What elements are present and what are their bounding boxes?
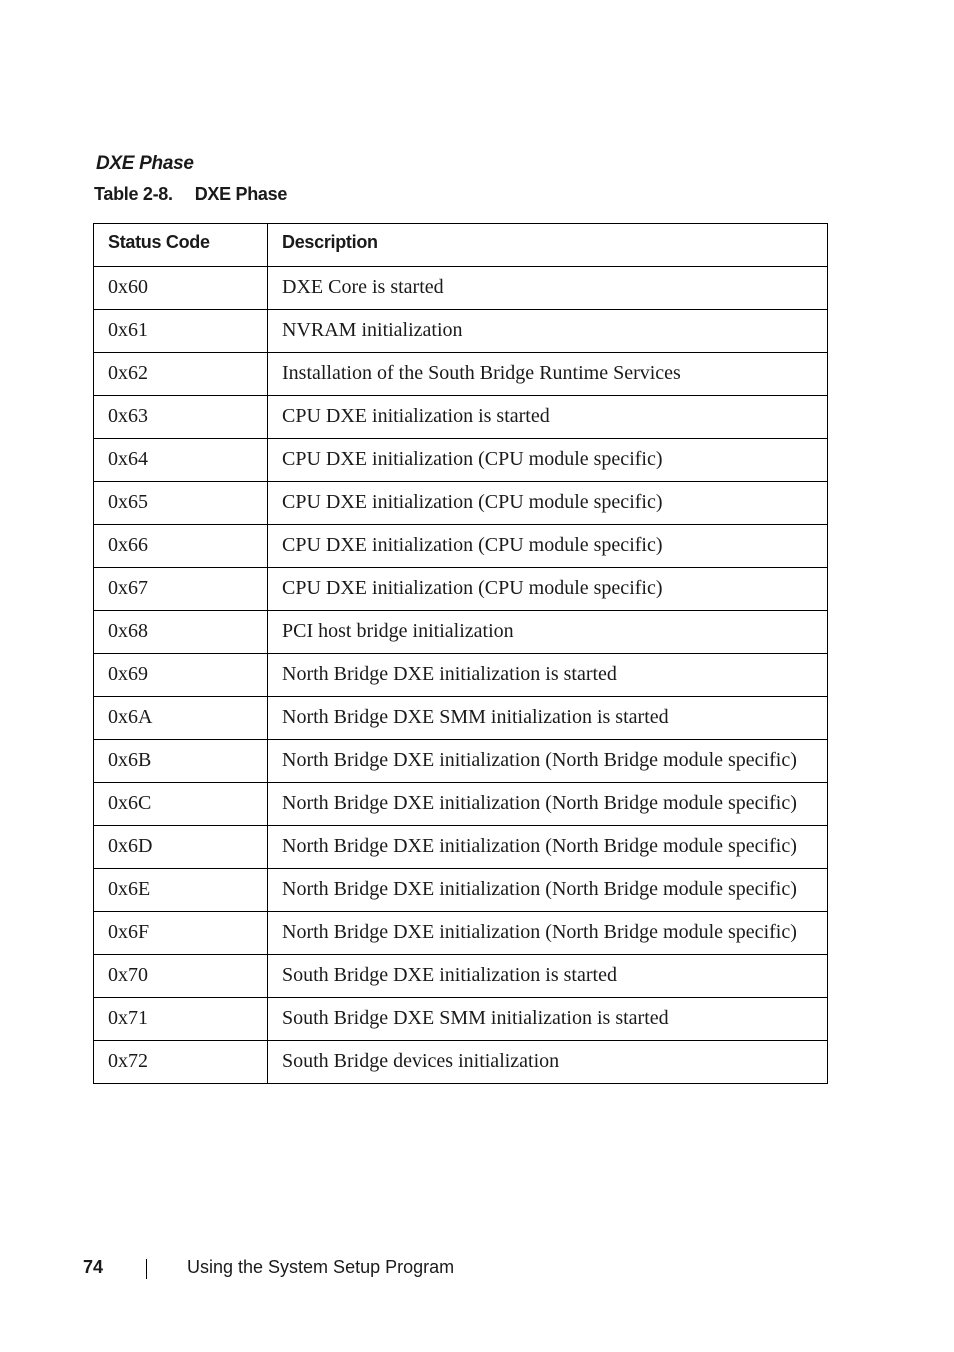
table-row: [94, 697, 828, 740]
status-code-cell: 0x6D: [94, 826, 268, 869]
section-heading: DXE Phase: [96, 153, 194, 174]
status-code-cell: 0x65: [94, 482, 268, 525]
description-cell: Installation of the South Bridge Runtime Services: [268, 353, 828, 396]
status-code-table: [93, 223, 828, 1084]
table-row: [94, 439, 828, 482]
chapter-title: Using the System Setup Program: [187, 1257, 455, 1277]
status-code-cell: 0x71: [94, 998, 268, 1041]
table-row: [94, 568, 828, 611]
table-caption: [94, 184, 287, 205]
status-code-cell: 0x70: [94, 955, 268, 998]
description-cell: PCI host bridge initialization: [268, 611, 828, 654]
status-code-cell: 0x69: [94, 654, 268, 697]
table-row: [94, 955, 828, 998]
description-cell: South Bridge DXE initialization is started: [268, 955, 828, 998]
table-row: [94, 783, 828, 826]
header-status-code: Status Code: [94, 224, 268, 267]
description-cell: North Bridge DXE initialization (North Bridge module specific): [268, 912, 828, 955]
table-row: [94, 611, 828, 654]
status-code-cell: 0x68: [94, 611, 268, 654]
table-row: [94, 267, 828, 310]
header-description: Description: [268, 224, 828, 267]
status-code-cell: 0x64: [94, 439, 268, 482]
description-cell: CPU DXE initialization is started: [268, 396, 828, 439]
description-cell: North Bridge DXE initialization (North Bridge module specific): [268, 740, 828, 783]
table-row: [94, 826, 828, 869]
table-body: [94, 267, 828, 1084]
status-code-cell: 0x63: [94, 396, 268, 439]
description-cell: CPU DXE initialization (CPU module specific): [268, 525, 828, 568]
description-cell: DXE Core is started: [268, 267, 828, 310]
status-code-cell: 0x6F: [94, 912, 268, 955]
status-code-cell: 0x6C: [94, 783, 268, 826]
table-row: [94, 353, 828, 396]
status-code-cell: 0x67: [94, 568, 268, 611]
table-row: [94, 396, 828, 439]
status-code-cell: 0x60: [94, 267, 268, 310]
status-code-cell: 0x6B: [94, 740, 268, 783]
status-code-cell: 0x61: [94, 310, 268, 353]
description-cell: NVRAM initialization: [268, 310, 828, 353]
table-row: [94, 1041, 828, 1084]
description-cell: North Bridge DXE initialization (North Bridge module specific): [268, 869, 828, 912]
description-cell: North Bridge DXE initialization is started: [268, 654, 828, 697]
table-row: [94, 482, 828, 525]
description-cell: North Bridge DXE initialization (North Bridge module specific): [268, 826, 828, 869]
description-cell: CPU DXE initialization (CPU module specific): [268, 568, 828, 611]
description-cell: CPU DXE initialization (CPU module specific): [268, 482, 828, 525]
table-row: [94, 310, 828, 353]
description-cell: CPU DXE initialization (CPU module specific): [268, 439, 828, 482]
table-caption-number: Table 2-8.: [94, 184, 173, 204]
table-row: [94, 740, 828, 783]
status-code-cell: 0x62: [94, 353, 268, 396]
table-row: [94, 869, 828, 912]
footer-divider: [146, 1259, 147, 1279]
description-cell: North Bridge DXE initialization (North Bridge module specific): [268, 783, 828, 826]
page-number: 74: [83, 1257, 104, 1277]
status-code-cell: 0x6E: [94, 869, 268, 912]
status-code-cell: 0x72: [94, 1041, 268, 1084]
table-row: [94, 998, 828, 1041]
description-cell: South Bridge devices initialization: [268, 1041, 828, 1084]
description-cell: South Bridge DXE SMM initialization is started: [268, 998, 828, 1041]
table-row: [94, 912, 828, 955]
status-code-cell: 0x6A: [94, 697, 268, 740]
description-cell: North Bridge DXE SMM initialization is started: [268, 697, 828, 740]
status-code-cell: 0x66: [94, 525, 268, 568]
table-caption-title: DXE Phase: [194, 184, 288, 204]
table-row: [94, 654, 828, 697]
table-header-row: [94, 224, 828, 267]
table-row: [94, 525, 828, 568]
